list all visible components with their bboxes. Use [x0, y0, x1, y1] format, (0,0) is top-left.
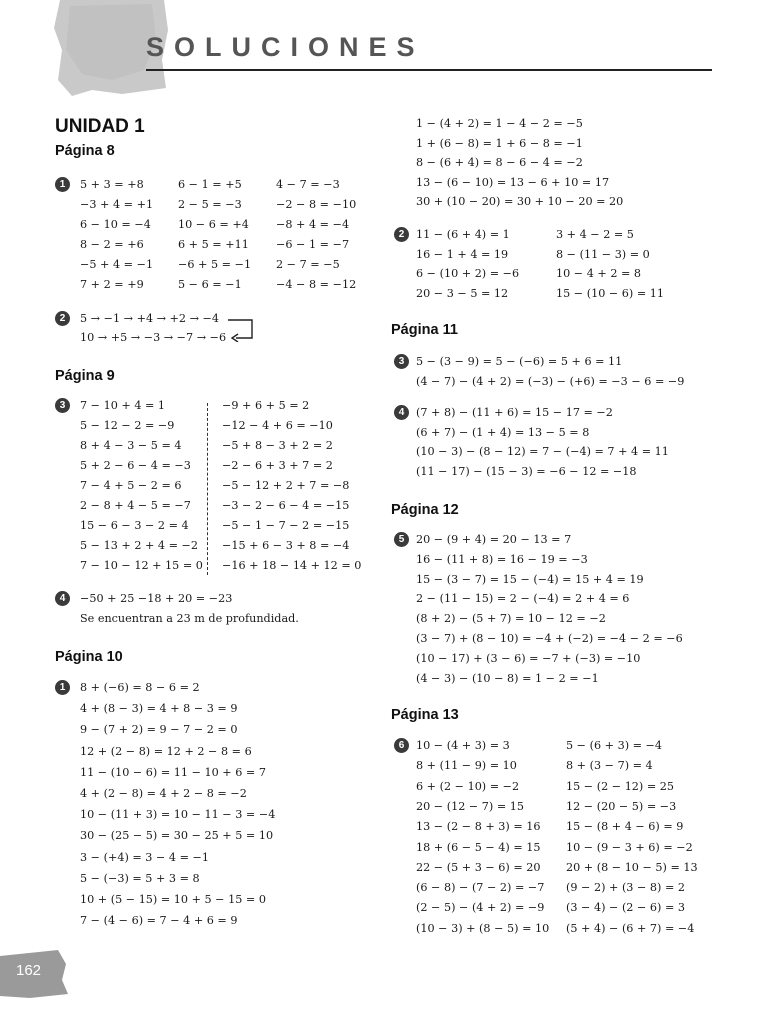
equation-line: 10 − (9 − 3 + 6) = −2: [566, 840, 693, 854]
equation-cell: −6 + 5 = −1: [178, 258, 252, 271]
exercise-number: 2: [394, 227, 409, 242]
exercise-number: 3: [55, 398, 70, 413]
equation-line: 15 − (2 − 12) = 25: [566, 779, 675, 793]
equation-line: 4 + (2 − 8) = 4 + 2 − 8 = −2: [80, 787, 247, 800]
equation-line: 11 − (10 − 6) = 11 − 10 + 6 = 7: [80, 765, 266, 779]
section-heading-p10: Página 10: [55, 649, 123, 665]
equation-line: −5 − 1 − 7 − 2 = −15: [222, 519, 350, 532]
equation-line: 7 − 10 + 4 = 1: [80, 399, 166, 412]
equation-line: 6 + (2 − 10) = −2: [416, 779, 520, 793]
equation-cell: 10 − 6 = +4: [178, 218, 249, 231]
equation-line: −16 + 18 − 14 + 12 = 0: [222, 559, 362, 572]
equation-line: 15 − (10 − 6) = 11: [556, 286, 665, 300]
section-heading-p12: Página 12: [391, 502, 459, 518]
equation-cell: −4 − 8 = −12: [276, 278, 357, 291]
section-heading-p13: Página 13: [391, 707, 459, 723]
exercise-number: 4: [394, 405, 409, 420]
equation-line: 8 + (11 − 9) = 10: [416, 759, 517, 773]
equation-line: (10 − 17) + (3 − 6) = −7 + (−3) = −10: [416, 651, 641, 665]
equation-line: (6 − 8) − (7 − 2) = −7: [416, 881, 545, 895]
equation-line: 13 − (6 − 10) = 13 − 6 + 10 = 17: [416, 175, 610, 189]
equation-line: (9 − 2) + (3 − 8) = 2: [566, 881, 685, 895]
equation-line: 22 − (5 + 3 − 6) = 20: [416, 860, 541, 874]
exercise-number: 1: [55, 680, 70, 695]
equation-cell: −3 + 4 = +1: [80, 198, 154, 211]
equation-line: 2 − (11 − 15) = 2 − (−4) = 2 + 4 = 6: [416, 592, 630, 606]
equation-line: 18 + (6 − 5 − 4) = 15: [416, 840, 541, 854]
equation-line: 10 − (4 + 3) = 3: [416, 739, 510, 752]
equation-line: 16 − 1 + 4 = 19: [416, 247, 509, 261]
equation-line: 5 − 13 + 2 + 4 = −2: [80, 539, 199, 552]
equation-line: −2 − 6 + 3 + 7 = 2: [222, 459, 333, 472]
equation-line: (2 − 5) − (4 + 2) = −9: [416, 901, 545, 915]
equation-line: 30 + (10 − 20) = 30 + 10 − 20 = 20: [416, 195, 624, 208]
equation-line: (4 − 7) − (4 + 2) = (−3) − (+6) = −3 − 6 = −9: [416, 374, 685, 388]
equation-line: −5 + 8 − 3 + 2 = 2: [222, 439, 333, 452]
equation-line: 15 − (3 − 7) = 15 − (−4) = 15 + 4 = 19: [416, 572, 644, 586]
page-number: 162: [16, 962, 42, 979]
equation-line: −3 − 2 − 6 − 4 = −15: [222, 499, 350, 512]
equation-line: 20 − 3 − 5 = 12: [416, 286, 509, 300]
equation-line: (10 − 3) − (8 − 12) = 7 − (−4) = 7 + 4 = 11: [416, 445, 669, 458]
equation-line: 16 − (11 + 8) = 16 − 19 = −3: [416, 552, 588, 566]
equation-line: 5 + 2 − 6 − 4 = −3: [80, 459, 191, 472]
exercise-number: 3: [394, 354, 409, 369]
equation-cell: −2 − 8 = −10: [276, 198, 357, 211]
exercise-number: 4: [55, 591, 70, 606]
equation-cell: −5 + 4 = −1: [80, 258, 154, 271]
equation-cell: 4 − 7 = −3: [276, 178, 340, 191]
equation-line: 5 − (6 + 3) = −4: [566, 739, 663, 752]
equation-line: 8 − (11 − 3) = 0: [556, 247, 650, 261]
equation-line: 11 − (6 + 4) = 1: [416, 228, 510, 241]
equation-line: 8 + (3 − 7) = 4: [566, 759, 653, 773]
page-title: SOLUCIONES: [146, 32, 425, 62]
exercise-number: 2: [55, 311, 70, 326]
equation-line: (5 + 4) − (6 + 7) = −4: [566, 921, 695, 935]
equation-line: (10 − 3) + (8 − 5) = 10: [416, 921, 550, 935]
equation-cell: 6 − 10 = −4: [80, 218, 151, 231]
equation-line: 7 − 10 − 12 + 15 = 0: [80, 559, 203, 572]
equation-cell: −6 − 1 = −7: [276, 238, 350, 251]
title-rule: [146, 69, 712, 71]
return-arrow-icon: [226, 318, 256, 342]
equation-line: 10 + (5 − 15) = 10 + 5 − 15 = 0: [80, 893, 266, 906]
equation-line: 5 − (−3) = 5 + 3 = 8: [80, 871, 200, 885]
equation-line: 3 + 4 − 2 = 5: [556, 228, 634, 241]
unit-title: UNIDAD 1: [55, 116, 145, 137]
equation-line: (3 − 7) + (8 − 10) = −4 + (−2) = −4 − 2 = −6: [416, 632, 683, 645]
equation-cell: 6 − 1 = +5: [178, 178, 242, 191]
dashed-divider: [207, 403, 208, 575]
equation-line: 5 − 12 − 2 = −9: [80, 419, 175, 432]
equation-line: (3 − 4) − (2 − 6) = 3: [566, 901, 685, 915]
exercise-number: 6: [394, 738, 409, 753]
equation-line: 9 − (7 + 2) = 9 − 7 − 2 = 0: [80, 723, 238, 737]
equation-line: 8 + 4 − 3 − 5 = 4: [80, 439, 182, 452]
equation-line: 5 − (3 − 9) = 5 − (−6) = 5 + 6 = 11: [416, 355, 623, 368]
equation-line: 8 − (6 + 4) = 8 − 6 − 4 = −2: [416, 156, 583, 169]
answer-line: −50 + 25 −18 + 20 = −23: [80, 592, 233, 605]
equation-cell: 7 + 2 = +9: [80, 278, 144, 291]
equation-line: 12 − (20 − 5) = −3: [566, 799, 677, 813]
answer-line: Se encuentran a 23 m de profundidad.: [80, 612, 299, 625]
equation-line: 7 − (4 − 6) = 7 − 4 + 6 = 9: [80, 914, 238, 928]
equation-line: 12 + (2 − 8) = 12 + 2 − 8 = 6: [80, 744, 252, 758]
sequence-line: 10 → +5 → −3 → −7 → −6: [80, 331, 227, 344]
equation-cell: −8 + 4 = −4: [276, 218, 350, 231]
equation-line: −15 + 6 − 3 + 8 = −4: [222, 539, 350, 552]
equation-line: 6 − (10 + 2) = −6: [416, 267, 520, 280]
equation-line: 2 − 8 + 4 − 5 = −7: [80, 499, 191, 512]
equation-line: 20 − (9 + 4) = 20 − 13 = 7: [416, 533, 572, 546]
equation-line: 10 − 4 + 2 = 8: [556, 267, 642, 280]
equation-line: 8 + (−6) = 8 − 6 = 2: [80, 681, 200, 694]
equation-line: −9 + 6 + 5 = 2: [222, 399, 310, 412]
equation-line: 4 + (8 − 3) = 4 + 8 − 3 = 9: [80, 702, 238, 716]
equation-line: 7 − 4 + 5 − 2 = 6: [80, 479, 182, 492]
section-heading-p9: Página 9: [55, 368, 115, 384]
equation-line: 20 + (8 − 10 − 5) = 13: [566, 860, 698, 874]
equation-line: 1 − (4 + 2) = 1 − 4 − 2 = −5: [416, 117, 583, 130]
equation-line: (6 + 7) − (1 + 4) = 13 − 5 = 8: [416, 425, 590, 439]
equation-cell: 6 + 5 = +11: [178, 238, 249, 251]
equation-line: −5 − 12 + 2 + 7 = −8: [222, 479, 350, 492]
exercise-number: 5: [394, 532, 409, 547]
equation-line: (11 − 17) − (15 − 3) = −6 − 12 = −18: [416, 464, 637, 478]
section-heading-p11: Página 11: [391, 322, 458, 338]
equation-line: (4 − 3) − (10 − 8) = 1 − 2 = −1: [416, 671, 599, 685]
equation-cell: 5 − 6 = −1: [178, 278, 242, 291]
sequence-line: 5 → −1 → +4 → +2 → −4: [80, 312, 220, 325]
equation-cell: 5 + 3 = +8: [80, 178, 144, 191]
equation-cell: 2 − 7 = −5: [276, 258, 340, 271]
equation-line: 15 − (8 + 4 − 6) = 9: [566, 820, 684, 834]
equation-line: 30 − (25 − 5) = 30 − 25 + 5 = 10: [80, 829, 274, 843]
section-heading-p8: Página 8: [55, 143, 115, 159]
equation-line: 3 − (+4) = 3 − 4 = −1: [80, 850, 210, 864]
equation-line: (8 + 2) − (5 + 7) = 10 − 12 = −2: [416, 612, 606, 626]
equation-cell: 2 − 5 = −3: [178, 198, 242, 211]
equation-line: 15 − 6 − 3 − 2 = 4: [80, 519, 189, 532]
equation-line: −12 − 4 + 6 = −10: [222, 419, 333, 432]
equation-line: (7 + 8) − (11 + 6) = 15 − 17 = −2: [416, 406, 613, 419]
equation-cell: 8 − 2 = +6: [80, 238, 144, 251]
equation-line: 1 + (6 − 8) = 1 + 6 − 8 = −1: [416, 136, 583, 150]
equation-line: 20 − (12 − 7) = 15: [416, 799, 525, 813]
equation-line: 13 − (2 − 8 + 3) = 16: [416, 820, 541, 834]
equation-line: 10 − (11 + 3) = 10 − 11 − 3 = −4: [80, 808, 276, 822]
exercise-number: 1: [55, 177, 70, 192]
